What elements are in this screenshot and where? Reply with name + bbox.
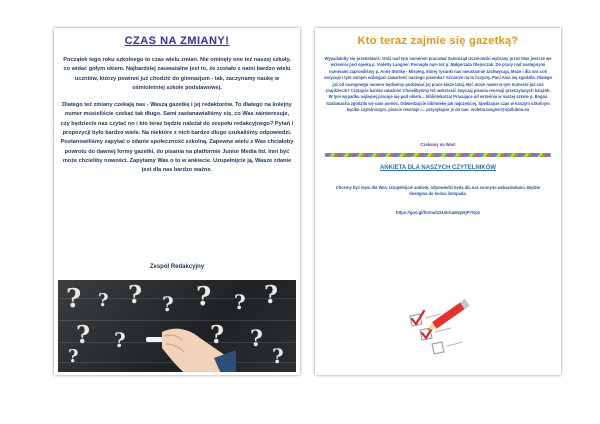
question-mark-icon: ? [196, 282, 212, 312]
question-mark-icon: ? [162, 292, 174, 316]
survey-subtitle: ANKIETA DLA NASZYCH CZYTELNIKÓW [379, 165, 497, 171]
waiting-for-you-text: Czekamy na Was! [420, 142, 456, 147]
checklist-pencil-icon [407, 291, 477, 361]
question-mark-icon: ? [264, 280, 279, 309]
question-mark-icon: ? [66, 284, 82, 314]
question-mark-icon: ? [76, 320, 91, 349]
question-mark-icon: ? [68, 346, 79, 367]
question-mark-icon: ? [210, 320, 225, 349]
question-mark-icon: ? [234, 290, 246, 314]
question-mark-icon: ? [114, 328, 126, 352]
left-body [60, 56, 294, 184]
left-paragraph-2: Dlatego też zmiany czekają nas - Waszą gazetkę i jej redaktorów. To dlatego na kolejny numer musieliście czekać tak długo. Sami zastanawialiśmy się, co Was zainteresuje, czy będziecie nas czytać no i kto teraz będzie należał do zespołu redakcyjnego? Pytań i propozycji było bardzo wiele. Na niektóre z nich bardzo długo szukaliśmy odpowiedzi. Postanowiliśmy zapytać o zdanie społeczność szkolną. Zapewne wielu z Was chciałoby powrotu do dawnej formy gazetki, do pisania na platformie Junior Media ltd. Inni być może chcieliby nowości. Zapytamy Was o to w ankiecie. Uzupełnijcie ją, Wasze zdanie jest dla nas bardzo ważne. [60, 102, 294, 174]
right-body: Wypadałoby się przedstawić. Otóż nad tym numerem pracował Samorząd Uczniowski wybrany przez Was jeszcze we wrześniu pod opieką p. Violetty Langner. Pomogła nam też p. Małgorzata Olejniczak. Do pracy nad następnymi numerami zaprosiliśmy p. Annę Słonkę - Misołeg, której rysunki nas nieustannie zachwycają. Może i dla nas coś narysuje i tym samym wzbogaci zawartość naszego pisemka? Szczerze na to liczymy. Pani Ania się zgodziła. Dlatego już od następnego numeru będziemy podziwiać jej prace także tutaj. Być może nawet w tym numerze już coś znajdziecie? Czytajcie bardzo uważnie! Chcielibyśmy też wskrzesić zwyczaj pisania recenzji przeczytanych książek. W tym wypadku najlepiej pracuje się pod okiem... bibliotekarza! Pracująca od września w naszej szkole p. Bogna Szałamacha zgodziła się nam pomóc. Odwiedzajcie bibliotekę jak najczęściej. Spędzajcie czas w naszym szkolnym kąciku czytelniczym, piszcie recenzje i... przysyłajcie je do nas: violetta.langner@sp2lubon.eu [324, 56, 552, 113]
left-title: CZAS NA ZMIANY! [124, 35, 230, 47]
chalkboard-image [58, 280, 296, 372]
right-page [315, 28, 561, 375]
left-paragraph-1: Początek tego roku szkolnego to czas wielu zmian. Nie ominęły one też naszej szkoły, co widać gołym okiem. Najbardziej zauważalne jest to, że zostało z nami bardzo wielu uczniów, którzy powinni już chodzić do gimnazjum - tak, zaczynamy naukę w ośmioletniej szkole podstawowej. [63, 57, 291, 91]
editorial-signature: Zespół Redakcyjny [149, 264, 205, 270]
survey-text: Chcemy być lepsi dla Was. Uzupełnijcie ankietę, odpowiedzi będą dla nas cennymi wskazówkami. Będzie dostępna do końca listopada. [335, 185, 541, 197]
survey-link[interactable]: https://goo.gl/forms/U2UmGuMzpHjPYKp1 [395, 210, 481, 215]
hand-with-chalk-icon [144, 320, 236, 372]
question-mark-icon: ? [128, 280, 143, 309]
left-page [54, 28, 300, 375]
decorative-rope-divider [325, 153, 551, 157]
question-mark-icon: ? [250, 326, 263, 352]
question-mark-icon: ? [98, 290, 109, 311]
question-mark-icon: ? [272, 344, 284, 368]
right-title: Kto teraz zajmie się gazetką? [357, 35, 519, 47]
